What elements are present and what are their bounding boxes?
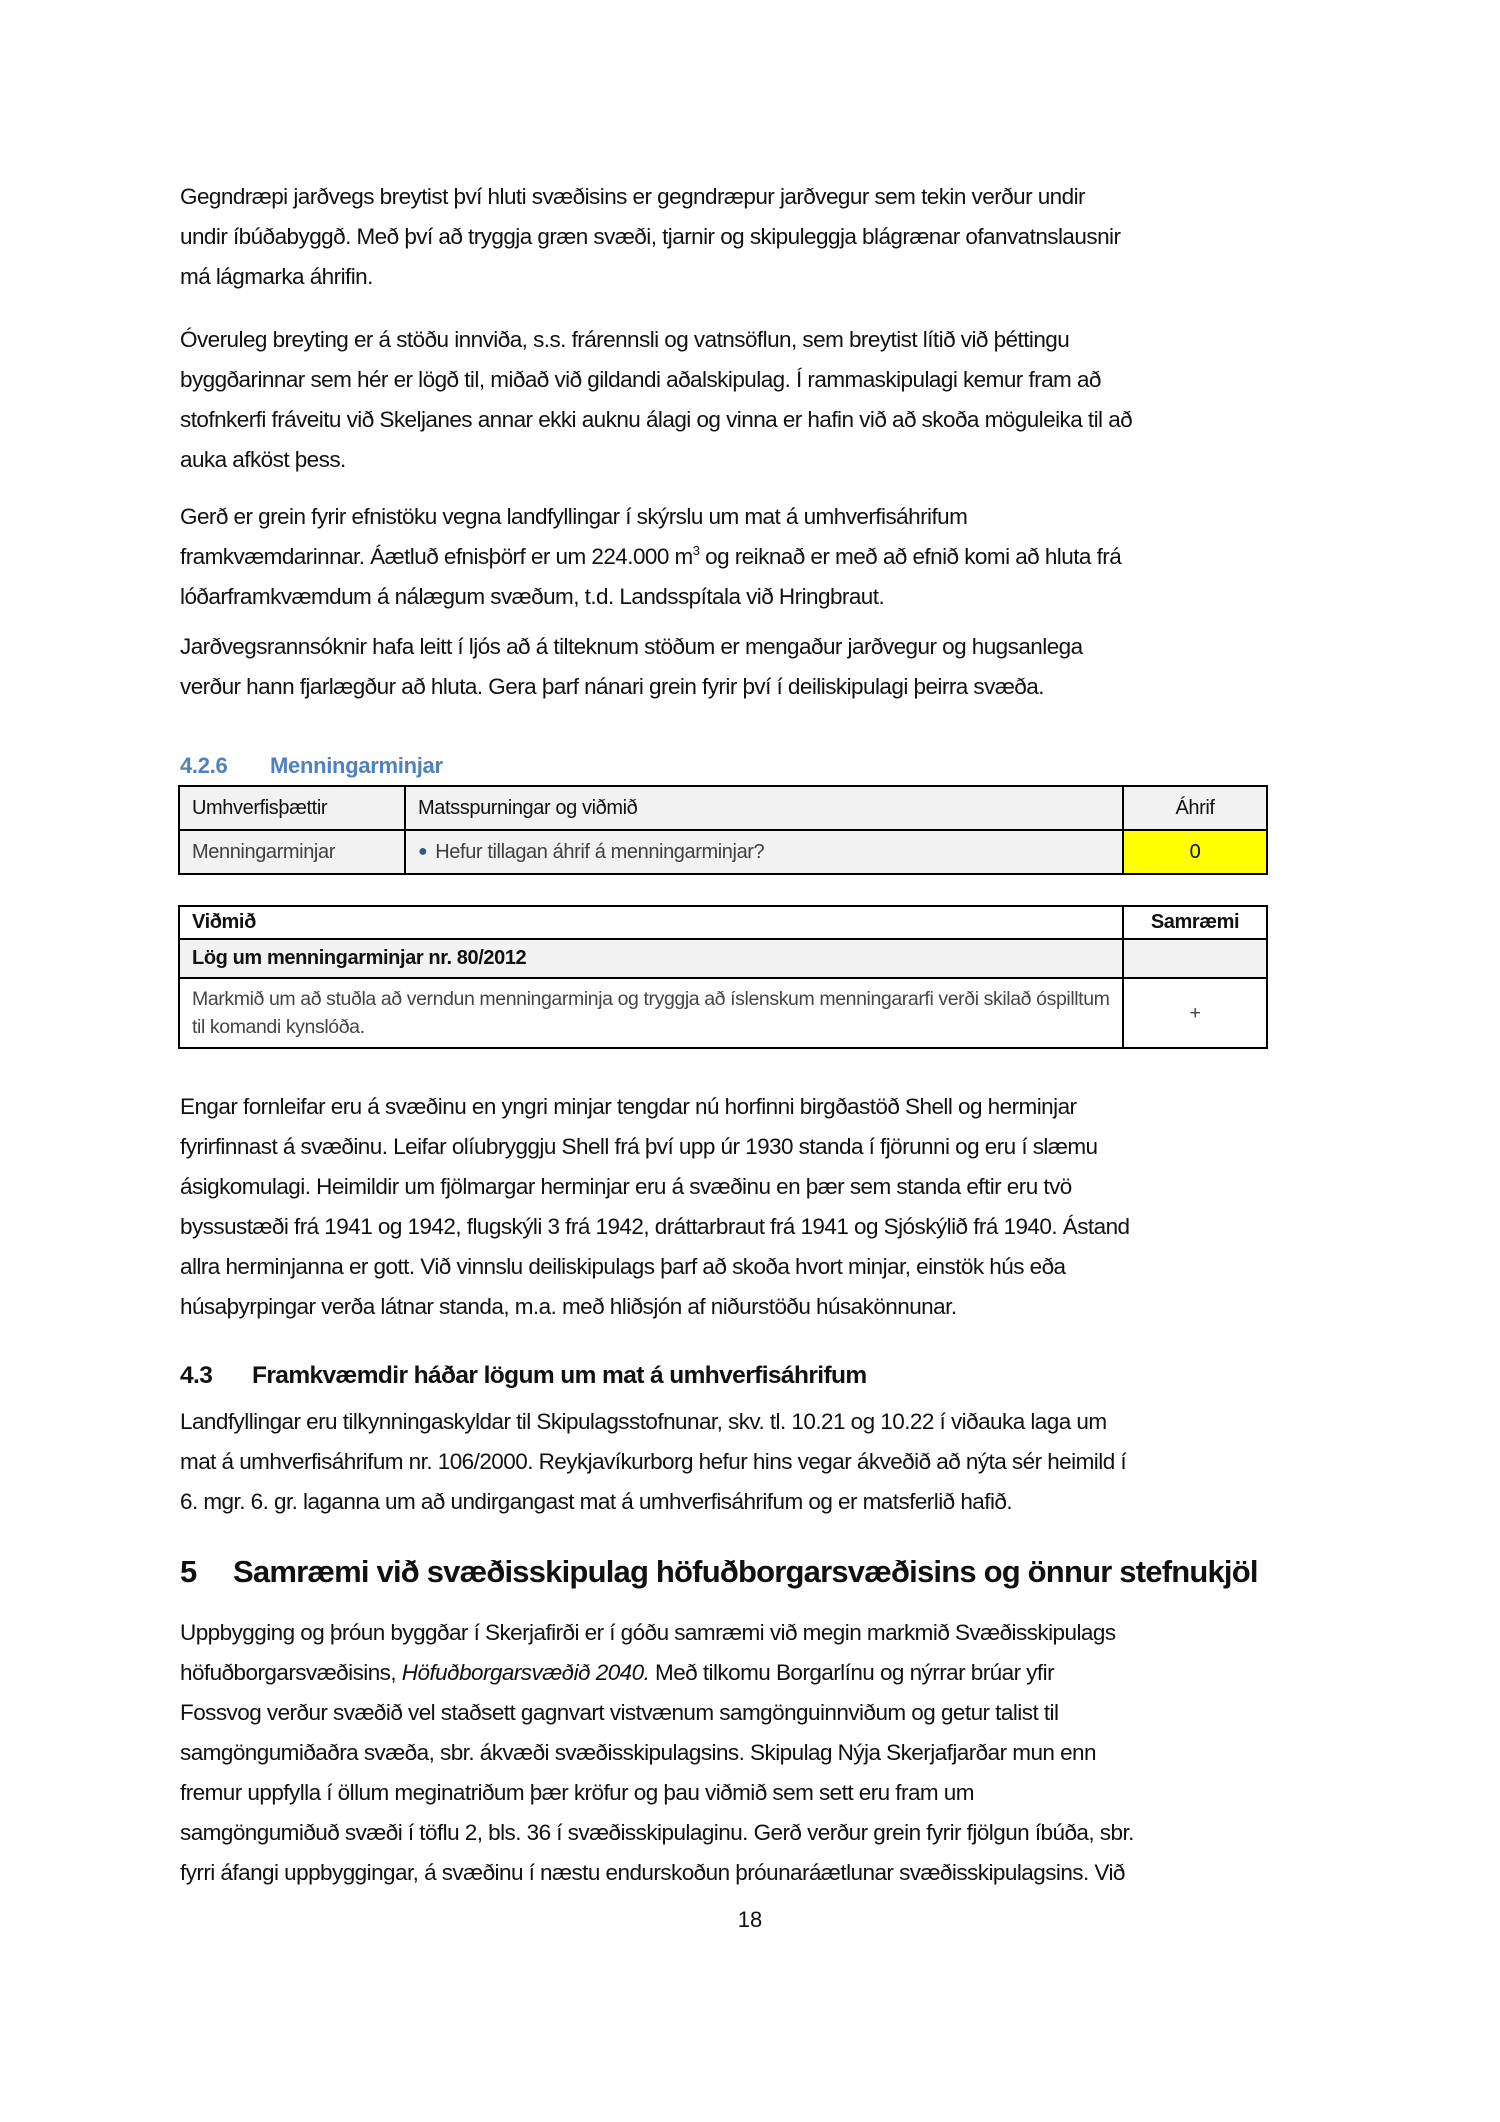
- question-text: Hefur tillagan áhrif á menningarminjar?: [435, 840, 765, 863]
- paragraph-line: verður hann fjarlægður að hluta. Gera þarf nánari grein fyrir því í deiliskipulagi þeirra svæða.: [180, 674, 1044, 699]
- paragraph-line: má lágmarka áhrifin.: [180, 264, 373, 289]
- paragraph-line: byggðarinnar sem hér er lögð til, miðað við gildandi aðalskipulag. Í rammaskipulagi kemur fram að: [180, 367, 1101, 392]
- heading-title: Framkvæmdir háðar lögum um mat á umhverfisáhrifum: [252, 1362, 867, 1389]
- header-cell-criteria: Viðmið: [179, 906, 1123, 939]
- heading-number: 5: [180, 1554, 197, 1589]
- cell-law-value: [1123, 939, 1267, 978]
- superscript: 3: [692, 543, 700, 558]
- italic-plan-title: Höfuðborgarsvæðið 2040.: [401, 1660, 650, 1685]
- heading-number: 4.3: [180, 1362, 213, 1389]
- text-run: höfuðborgarsvæðisins,: [180, 1660, 402, 1685]
- paragraph-line: byssustæði frá 1941 og 1942, flugskýli 3 frá 1942, dráttarbraut frá 1941 og Sjóskýlið frá 1940. Ástand: [180, 1214, 1130, 1239]
- header-cell-impact: Áhrif: [1123, 786, 1267, 830]
- header-cell-consistency: Samræmi: [1123, 906, 1267, 939]
- paragraph-line: lóðarframkvæmdum á nálægum svæðum, t.d. Landsspítala við Hringbraut.: [180, 584, 885, 609]
- cell-goal: Markmið um að stuðla að verndun menningarminja og tryggja að íslenskum menningararfi verði skilað óspilltum til komandi kynslóða.: [179, 978, 1123, 1048]
- paragraph-line: fremur uppfylla í öllum meginatriðum þær kröfur og þau viðmið sem sett eru fram um: [180, 1780, 974, 1805]
- paragraph-line: Gerð er grein fyrir efnistöku vegna landfyllingar í skýrslu um mat á umhverfisáhrifum: [180, 504, 968, 529]
- header-cell-question: Matsspurningar og viðmið: [405, 786, 1123, 830]
- table-row: [179, 978, 1267, 1048]
- paragraph-line: 6. mgr. 6. gr. laganna um að undirgangast mat á umhverfisáhrifum og er matsferlið hafið.: [180, 1489, 1013, 1514]
- paragraph-line: samgöngumiðuð svæði í töflu 2, bls. 36 í svæðisskipulaginu. Gerð verður grein fyrir fjölgun íbúða, sbr.: [180, 1820, 1134, 1845]
- table-row: [179, 830, 1267, 874]
- header-cell-factor: Umhverfisþættir: [179, 786, 405, 830]
- text-run: framkvæmdarinnar. Áætluð efnisþörf er um 224.000 m: [180, 544, 693, 569]
- paragraph-line: [180, 1659, 1054, 1687]
- cell-impact-value: 0: [1123, 830, 1267, 874]
- text-run: Með tilkomu Borgarlínu og nýrrar brúar yfir: [649, 1660, 1055, 1685]
- paragraph-line: undir íbúðabyggð. Með því að tryggja græn svæði, tjarnir og skipuleggja blágrænar ofanvatnslausnir: [180, 224, 1121, 249]
- paragraph-line: Landfyllingar eru tilkynningaskyldar til Skipulagsstofnunar, skv. tl. 10.21 og 10.22 í viðauka laga um: [180, 1409, 1107, 1434]
- paragraph-line: Gegndræpi jarðvegs breytist því hluti svæðisins er gegndræpur jarðvegur sem tekin verður undir: [180, 184, 1086, 209]
- text-run: og reiknað er með að efnið komi að hluta frá: [699, 544, 1122, 569]
- paragraph-line: mat á umhverfisáhrifum nr. 106/2000. Reykjavíkurborg hefur hins vegar ákveðið að nýta sér heimild í: [180, 1449, 1127, 1474]
- paragraph-line: Fossvog verður svæðið vel staðsett gagnvart vistvænum samgönguinnviðum og getur talist til: [180, 1700, 1059, 1725]
- page-number: 18: [737, 1907, 763, 1932]
- criteria-table: [178, 905, 1268, 1049]
- cell-question: [405, 830, 1123, 874]
- paragraph-line: stofnkerfi fráveitu við Skeljanes annar ekki auknu álagi og vinna er hafin við að skoða möguleika til að: [180, 407, 1133, 432]
- paragraph-line: Jarðvegsrannsóknir hafa leitt í ljós að á tilteknum stöðum er mengaður jarðvegur og hugsanlega: [180, 634, 1083, 659]
- heading-title: Samræmi við svæðisskipulag höfuðborgarsvæðisins og önnur stefnukjöl: [233, 1554, 1258, 1589]
- heading-number: 4.2.6: [180, 753, 228, 778]
- paragraph-line: Óveruleg breyting er á stöðu innviða, s.s. frárennsli og vatnsöflun, sem breytist lítið við þéttingu: [180, 327, 1070, 352]
- paragraph-line: allra herminjanna er gott. Við vinnslu deiliskipulags þarf að skoða hvort minjar, einstök hús eða: [180, 1254, 1066, 1279]
- paragraph-line: Uppbygging og þróun byggðar í Skerjafirði er í góðu samræmi við megin markmið Svæðisskipulags: [180, 1620, 1116, 1645]
- paragraph-line: ásigkomulagi. Heimildir um fjölmargar herminjar eru á svæðinu en þær sem standa eftir eru tvö: [180, 1174, 1072, 1199]
- cell-law: Lög um menningarminjar nr. 80/2012: [179, 939, 1123, 978]
- paragraph-line: auka afköst þess.: [180, 447, 346, 472]
- table-row: [179, 939, 1267, 978]
- table-header-row: [179, 786, 1267, 830]
- cell-goal-value: +: [1123, 978, 1267, 1048]
- paragraph-line: [180, 543, 1121, 571]
- cell-factor: Menningarminjar: [179, 830, 405, 874]
- impact-assessment-table: [178, 785, 1268, 875]
- paragraph-line: fyrirfinnast á svæðinu. Leifar olíubryggju Shell frá því upp úr 1930 standa í fjörunni og eru í slæmu: [180, 1134, 1098, 1159]
- paragraph-line: húsaþyrpingar verða látnar standa, m.a. með hliðsjón af niðurstöðu húsakönnunar.: [180, 1294, 957, 1319]
- table-header-row: [179, 906, 1267, 939]
- paragraph-line: fyrri áfangi uppbyggingar, á svæðinu í næstu endurskoðun þróunaráætlunar svæðisskipulagsins. Við: [180, 1860, 1125, 1885]
- heading-title: Menningarminjar: [270, 753, 443, 778]
- bullet-icon: ●: [418, 842, 428, 860]
- paragraph-line: samgöngumiðaðra svæða, sbr. ákvæði svæðisskipulagsins. Skipulag Nýja Skerjafjarðar mun enn: [180, 1740, 1096, 1765]
- paragraph-line: Engar fornleifar eru á svæðinu en yngri minjar tengdar nú horfinni birgðastöð Shell og herminjar: [180, 1094, 1077, 1119]
